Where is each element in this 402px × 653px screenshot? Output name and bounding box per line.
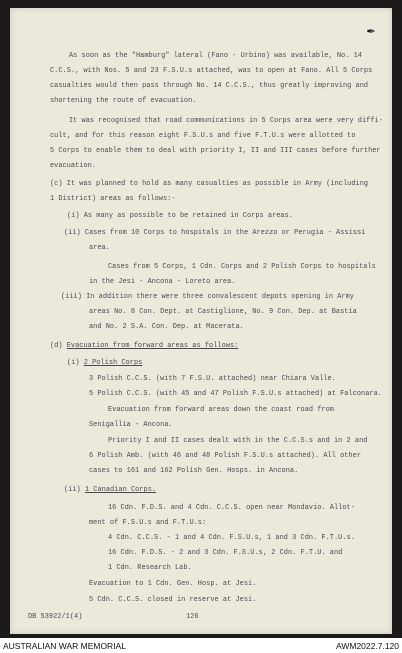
text-line-content: in the Jesi - Ancona - Loreto area.	[89, 278, 236, 286]
text-line	[64, 230, 365, 237]
text-line-content: area.	[89, 244, 110, 252]
underlined-heading: 1 Canadian Corps.	[84, 486, 157, 494]
text-line	[89, 279, 235, 286]
text-line	[89, 422, 173, 429]
text-line	[108, 535, 355, 542]
text-line-content: C.C.S., with Nos. 5 and 23 F.S.U.s attached, was to open at Fano. All 5 Corps	[50, 67, 373, 75]
text-line	[89, 581, 256, 588]
text-line	[50, 98, 196, 105]
underlined-heading: Evacuation from forward areas as follows:	[66, 342, 239, 350]
text-line	[108, 264, 376, 271]
text-line	[50, 83, 368, 90]
text-line-content: shortening the route of evacuation.	[50, 97, 197, 105]
text-line	[89, 468, 298, 475]
text-line-content: (iii) In addition there were three convalescent depots opening in Army	[61, 293, 354, 301]
text-line-content: 16 Cdn. F.D.S. and 4 Cdn. C.C.S. open near Mondavio. Allot-	[108, 504, 355, 512]
text-line	[89, 309, 357, 316]
text-line	[50, 68, 372, 75]
document-page	[10, 8, 392, 634]
text-line-content: Evacuation from forward areas down the coast road from	[108, 406, 334, 414]
page-number: 126	[186, 613, 199, 621]
text-line	[50, 133, 356, 140]
text-line-content: 16 Cdn. F.D.S. - 2 and 3 Cdn. F.S.U.s, 2 Cdn. F.T.U. and	[108, 549, 343, 557]
text-line-content: cases to 161 and 162 Polish Gen. Hosps. in Ancona.	[89, 467, 299, 475]
text-line-content: 5 Cdn. C.C.S. closed in reserve at Jesi.	[89, 596, 257, 604]
text-line-content: 1 District) areas as follows:-	[50, 195, 176, 203]
text-line-content: Cases from 5 Corps, 1 Cdn. Corps and 2 Polish Corps to hospitals	[108, 263, 376, 271]
text-line-content: cult, and for this reason eight F.S.U.s and five F.T.U.s were allotted to	[50, 132, 356, 140]
text-line-content: 5 Corps to enable them to deal with priority I, II and III cases before further	[50, 147, 381, 155]
text-line-content: evacuation.	[50, 162, 97, 170]
text-line	[89, 324, 244, 331]
underlined-heading: 2 Polish Corps	[83, 359, 143, 367]
archive-footer	[0, 638, 402, 653]
text-line-content: Evacuation to 1 Cdn. Gen. Hosp. at Jesi.	[89, 580, 257, 588]
text-line	[64, 487, 156, 494]
text-line-content: It was recognised that road communications in 5 Corps area were very diffi-	[69, 117, 383, 125]
text-line-content: casualties would then pass through No. 14 C.C.S., thus greatly improving and	[50, 82, 369, 90]
document-reference: DB 53922/1(4)	[28, 613, 83, 621]
text-line	[67, 213, 293, 220]
archive-name: AUSTRALIAN WAR MEMORIAL	[3, 641, 126, 651]
text-line-content: 3 Polish C.C.S. (with 7 F.S.U. attached) near Chiara Valle.	[89, 375, 336, 383]
pen-mark-icon: ✒	[366, 26, 376, 38]
text-line	[50, 148, 381, 155]
text-line	[89, 245, 110, 252]
text-line-content: 5 Polish C.C.S. (with 45 and 47 Polish F.S.U.s attached) at Falconara.	[89, 390, 382, 398]
text-line	[50, 163, 96, 170]
text-line	[108, 407, 334, 414]
text-line	[89, 597, 256, 604]
text-line-content: (c) It was planned to hold as many casualties as possible in Army (including	[50, 180, 369, 188]
text-line	[89, 520, 206, 527]
text-line-content: (i) As many as possible to be retained in Corps areas.	[67, 212, 293, 220]
text-line	[108, 438, 367, 445]
text-line	[50, 196, 176, 203]
text-line-content: As soon as the "Hamburg" lateral (Fano - Urbino) was available, No. 14	[69, 52, 362, 60]
text-line	[108, 550, 342, 557]
text-line-content: (i)	[67, 359, 84, 367]
text-line-content: ment of F.S.U.s and F.T.U.s:	[89, 519, 207, 527]
text-line-content: 1 Cdn. Research Lab.	[108, 564, 192, 572]
text-line-content: (ii) Cases from 10 Corps to hospitals in the Arezzo or Perugia - Assissi	[64, 229, 366, 237]
text-line-content: 4 Cdn. C.C.S. - 1 and 4 Cdn. F.S.U.s, 1 and 3 Cdn. F.T.U.s.	[108, 534, 355, 542]
archive-reference: AWM2022.7.120	[336, 641, 399, 651]
text-line	[69, 53, 362, 60]
text-line	[50, 343, 238, 350]
text-line	[61, 294, 354, 301]
text-line	[89, 376, 336, 383]
text-line	[69, 118, 383, 125]
text-line	[50, 181, 368, 188]
text-line	[89, 391, 382, 398]
text-line-content: (d)	[50, 342, 67, 350]
text-line	[108, 565, 192, 572]
text-line-content: areas No. 8 Con. Dept. at Castiglione, No. 9 Con. Dep. at Bastia	[89, 308, 357, 316]
text-line-content: 6 Polish Amb. (with 46 and 48 Polish F.S.U.s attached). All other	[89, 452, 362, 460]
text-line-content: Senigallia - Ancona.	[89, 421, 173, 429]
text-line-content: (ii)	[64, 486, 85, 494]
text-line	[89, 453, 361, 460]
text-line-content: Priority I and II cases dealt with in the C.C.S.s and in 2 and	[108, 437, 368, 445]
text-line-content: and No. 2 S.A. Con. Dep. at Macerata.	[89, 323, 244, 331]
text-line	[67, 360, 142, 367]
text-line	[108, 505, 355, 512]
